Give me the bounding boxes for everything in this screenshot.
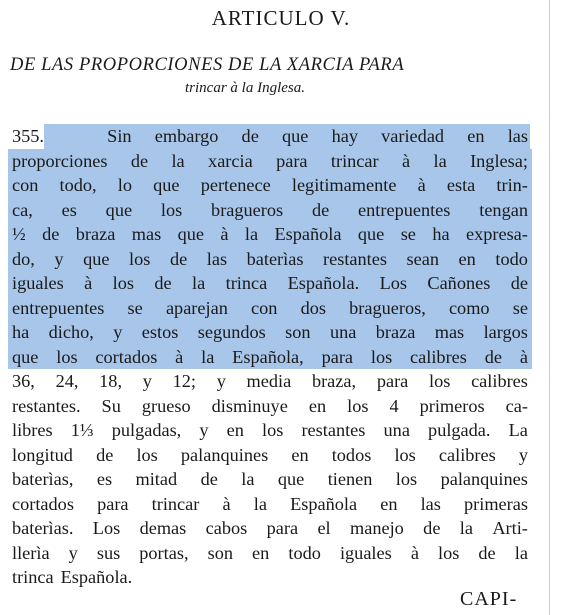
word: palanquines — [440, 469, 528, 489]
word: los — [112, 273, 135, 293]
word: Arti- — [492, 518, 528, 538]
word: hay — [331, 126, 358, 146]
section-subheading-continuation: trincar à la Inglesa. — [185, 80, 305, 96]
word: libres — [12, 420, 53, 440]
word: à — [220, 224, 229, 244]
word: es — [61, 199, 77, 220]
word: trinca — [225, 273, 268, 293]
word: los — [394, 444, 416, 465]
word: en — [252, 542, 270, 563]
word: trin- — [496, 175, 528, 195]
word: y — [68, 542, 78, 563]
word: llerìa — [12, 542, 50, 563]
word: los — [56, 346, 78, 367]
word: calibres — [471, 371, 528, 391]
word: Inglesa; — [470, 150, 528, 171]
word: es — [96, 469, 113, 489]
word: en — [380, 493, 398, 514]
word: ca- — [505, 395, 528, 416]
word: de — [423, 518, 441, 538]
word: que — [177, 224, 204, 244]
word: para — [321, 346, 354, 367]
word: en — [467, 126, 485, 146]
word: que — [12, 346, 39, 367]
word: y — [54, 248, 64, 269]
word: à — [519, 346, 528, 367]
word: de — [510, 273, 528, 293]
word: baterìas — [246, 248, 304, 269]
word: con — [12, 175, 39, 195]
word: dos — [300, 297, 326, 318]
word: que — [281, 126, 309, 146]
page-edge-line — [549, 0, 550, 615]
text-line — [12, 418, 528, 443]
word: segundos — [197, 322, 266, 342]
word: restantes. — [12, 395, 81, 416]
word: braza, — [311, 371, 357, 391]
word: los — [347, 395, 369, 416]
word: 18, — [99, 371, 123, 391]
text-line — [12, 222, 528, 247]
word: los — [370, 346, 393, 367]
word: se — [127, 297, 143, 318]
text-line — [12, 198, 528, 223]
word: aparejan — [165, 297, 228, 318]
text-line — [12, 271, 528, 296]
word: Cañones — [427, 273, 491, 293]
word: los — [395, 469, 418, 489]
word: los — [429, 371, 451, 391]
catchword-signature: CAPI- — [460, 588, 518, 610]
word: de — [311, 199, 330, 220]
word: calibres — [410, 346, 467, 367]
word: las — [420, 493, 441, 514]
word: que — [153, 175, 180, 195]
word: estos — [141, 322, 179, 342]
word: restantes — [301, 420, 366, 440]
word: la — [514, 542, 528, 563]
word: para — [97, 493, 129, 514]
word: La — [508, 420, 528, 440]
word: la — [171, 150, 185, 171]
word: la — [459, 518, 473, 538]
word: 24, — [55, 371, 79, 391]
word: la — [192, 273, 206, 293]
section-subheading: DE LAS PROPORCIONES DE LA XARCIA PARA — [10, 55, 405, 75]
article-heading: ARTICULO V. — [211, 6, 351, 30]
word: la — [201, 346, 215, 367]
word: en — [458, 248, 476, 269]
word: longitud — [12, 444, 73, 465]
word: braza — [75, 224, 116, 244]
word: Sin — [107, 126, 132, 146]
word: 36, — [12, 371, 35, 391]
word: primeras — [464, 493, 528, 514]
word: los — [136, 444, 158, 465]
word: y — [518, 444, 528, 465]
word: ha — [432, 224, 450, 244]
word: de — [478, 542, 496, 563]
word: trinca — [12, 567, 54, 587]
word: de — [154, 273, 172, 293]
word: bragueros — [211, 199, 284, 220]
word: se — [512, 297, 528, 318]
word: grueso — [141, 395, 191, 416]
word: Los — [379, 273, 407, 293]
word: los — [262, 420, 284, 440]
word: mitad — [135, 469, 178, 489]
word: las — [507, 126, 528, 146]
word: que — [277, 469, 305, 489]
word: la — [241, 469, 255, 489]
word: iguales — [12, 273, 64, 293]
word: pertenece — [200, 175, 271, 195]
text-line — [12, 516, 528, 541]
word: calibres — [438, 444, 496, 465]
word: que — [83, 248, 110, 269]
word: cabos — [205, 518, 248, 538]
word: en — [226, 420, 244, 440]
word: la — [433, 150, 447, 171]
word: las — [206, 248, 228, 269]
word: pulgadas, — [111, 420, 182, 440]
word: de — [484, 346, 502, 367]
text-line — [12, 492, 528, 517]
text-line — [12, 394, 528, 419]
word: para — [266, 518, 299, 538]
word: todos — [331, 444, 372, 465]
word: y — [199, 420, 209, 440]
word: à — [222, 493, 231, 514]
word: con — [251, 297, 278, 318]
word: ha — [12, 322, 30, 342]
word: se — [400, 224, 416, 244]
word: son — [285, 322, 311, 342]
word: de — [42, 224, 60, 244]
word: 12; — [172, 371, 196, 391]
word: embargo — [154, 126, 219, 146]
text-line — [12, 124, 528, 149]
word: de — [96, 444, 114, 465]
word: expresa- — [465, 224, 528, 244]
word: tienen — [327, 469, 373, 489]
text-line — [12, 247, 528, 272]
word: demas — [139, 518, 187, 538]
word: baterìas. — [12, 518, 74, 538]
word: esta — [446, 175, 476, 195]
word: sus — [96, 542, 121, 563]
word: bragueros, — [349, 297, 426, 318]
word: Su — [101, 395, 121, 416]
word: ca, — [12, 199, 33, 220]
text-line — [12, 541, 528, 566]
word: à — [402, 150, 411, 171]
word: una — [329, 322, 357, 342]
word: pulgada. — [428, 420, 491, 440]
word: los — [129, 248, 151, 269]
word: y — [216, 371, 226, 391]
word: Los — [92, 518, 121, 538]
word: lo — [117, 175, 132, 195]
text-line — [12, 565, 528, 590]
word: mas — [434, 322, 465, 342]
word: restantes — [323, 248, 387, 269]
word: tengan — [479, 199, 528, 220]
word: braza — [375, 322, 416, 342]
text-line — [12, 149, 528, 174]
word: todo, — [59, 175, 97, 195]
word: de — [200, 469, 218, 489]
word: el — [317, 518, 331, 538]
word: los — [160, 199, 183, 220]
word: cortados — [95, 346, 158, 367]
text-line — [12, 320, 528, 345]
body-paragraph[interactable] — [12, 124, 528, 590]
word: trincar — [151, 493, 200, 514]
word: para — [276, 150, 308, 171]
word: todo — [288, 542, 321, 563]
word: do, — [12, 248, 35, 269]
word: largos — [483, 322, 528, 342]
word: Española — [290, 493, 358, 514]
text-line — [12, 443, 528, 468]
word: de — [169, 248, 188, 269]
word: palanquines — [180, 444, 269, 465]
word: à — [84, 273, 93, 293]
word: Española, — [232, 346, 304, 367]
word: legitimamente — [291, 175, 397, 195]
word: todo — [495, 248, 528, 269]
word: como — [448, 297, 490, 318]
word: los — [438, 542, 460, 563]
word: cortados — [12, 493, 74, 514]
word: à — [410, 542, 419, 563]
word: Española. — [60, 567, 133, 587]
word: proporciones — [12, 150, 108, 171]
word: la — [244, 224, 259, 244]
text-line — [12, 345, 528, 370]
word: iguales — [339, 542, 392, 563]
word: entrepuentes — [358, 199, 451, 220]
word: para — [376, 371, 409, 391]
paragraph-number: 355. — [12, 126, 44, 146]
word: sean — [406, 248, 439, 269]
word: de — [241, 126, 259, 146]
word: Española — [274, 224, 342, 244]
word: 4 — [389, 395, 399, 416]
word: trincar — [330, 150, 379, 171]
word: media — [246, 371, 292, 391]
text-line — [12, 173, 528, 198]
word: primeros — [419, 395, 485, 416]
word: una — [383, 420, 410, 440]
word: que — [105, 199, 133, 220]
word: son — [207, 542, 233, 563]
word: ½ — [12, 224, 26, 244]
text-line — [12, 296, 528, 321]
word: de — [130, 150, 149, 171]
word: manejo — [350, 518, 404, 538]
word: entrepuentes — [12, 297, 105, 318]
word: disminuye — [211, 395, 288, 416]
word: xarcia — [208, 150, 253, 171]
text-line — [12, 467, 528, 492]
text-line — [12, 369, 528, 394]
word: à — [417, 175, 426, 195]
word: dicho, — [48, 322, 94, 342]
word: variedad — [381, 126, 445, 146]
word: en — [291, 444, 309, 465]
word: que — [357, 224, 385, 244]
word: mas — [131, 224, 162, 244]
word: Española. — [287, 273, 360, 293]
word: portas, — [139, 542, 189, 563]
word: y — [113, 322, 123, 342]
word: en — [308, 395, 327, 416]
word: y — [142, 371, 152, 391]
word: la — [253, 493, 267, 514]
word: à — [175, 346, 184, 367]
word: baterìas, — [12, 469, 74, 489]
word: 1⅓ — [70, 420, 94, 440]
